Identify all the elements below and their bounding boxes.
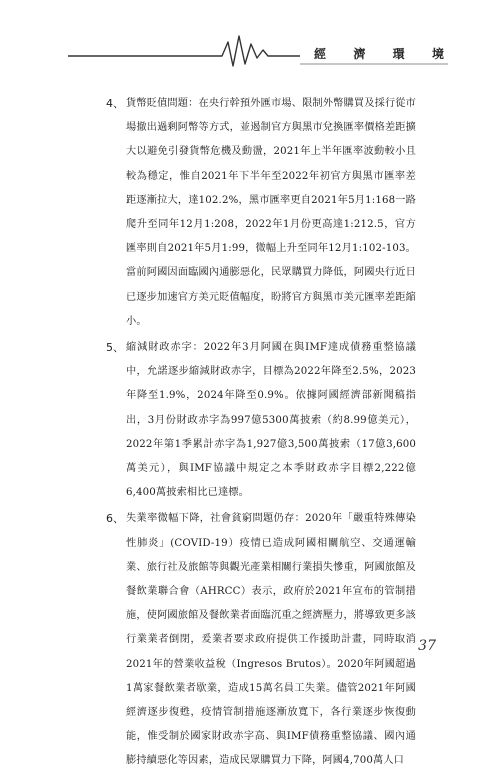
list-item-number: 6、: [106, 512, 124, 526]
list-item-text: 縮減財政赤字：2022年3月阿國在與IMF達成債務重整協議中，允諾逐步縮減財政赤字，目標為2022年降至2.5%，2023年降至1.9%，2024年降至0.9%。依據阿國經濟部新聞稿指出，3月份財政赤字為997億5300萬披索（約8.99億美元），2022年第1季累計赤字為1,927億3,500萬披索（17億3,600萬美元），與IMF協議中規定之本季財政赤字目標2,222億6,400萬披索相比已達標。: [126, 342, 416, 499]
list-item-text: 貨幣貶值問題：在央行幹預外匯市場、限制外幣購買及採行從市場撤出過剩阿幣等方式，並遏制官方與黑市兌換匯率價格差距擴大以避免引發貨幣危機及動盪，2021年上半年匯率波動較小且較為穩定，惟自2021年下半年至2022年初官方與黑市匯率差距逐漸拉大，達102.2%，黑市匯率更自2021年5月1:168一路爬升至同年12月1:208，2022年1月份更高達1:212.5，官方匯率則自2021年5月1:99，微幅上升至同年12月1:102-103。當前阿國因面臨國內通膨惡化，民眾購買力降低，阿國央行近日已逐步加速官方美元貶值幅度，盼將官方與黑市美元匯率差距縮小。: [126, 98, 416, 327]
document-body: [106, 92, 416, 774]
list-item: [106, 507, 416, 773]
list-item: [106, 92, 416, 334]
section-title: [314, 44, 444, 62]
list-item-number: 4、: [106, 97, 124, 110]
page-number: 37: [418, 638, 436, 654]
section-title-char: 濟: [353, 46, 366, 61]
list-item-text: 失業率微幅下降，社會貧窮問題仍存：2020年「嚴重特殊傳染性肺炎」(COVID-19）疫情已造成阿國相關航空、交通運輸業、旅行社及旅館等與觀光產業相關行業損失慘重，阿國旅館及餐飲業聯合會（AHRCC）表示，政府於2021年宣布的管制措施，使阿國旅館及餐飲業者面臨沉重之經濟壓力，將導致更多該行業業者倒閉，爰業者要求政府提供工作援助計畫，同時取消2021年的營業收益稅（Ingresos Brutos）。2020年阿國超過1萬家餐飲業者歇業，造成15萬名員工失業。儘管2021年阿國經濟逐步復甦，疫情管制措施逐漸放寬下，各行業逐步恢復動能，惟受制於國家財政赤字高、與IMF債務重整協議、國內通膨持續惡化等因素，造成民眾購買力下降，阿國4,700萬人口: [126, 513, 416, 767]
section-title-char: 境: [431, 46, 444, 61]
section-title-char: 經: [314, 46, 327, 61]
section-title-char: 環: [392, 46, 405, 61]
page-header: [0, 0, 480, 70]
list-item-number: 5、: [106, 341, 124, 355]
list-item: [106, 336, 416, 505]
